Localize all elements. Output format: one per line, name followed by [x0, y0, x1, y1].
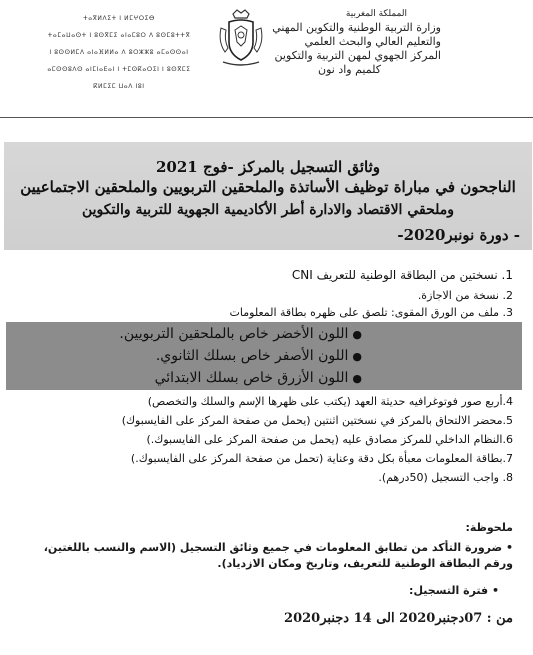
tifinagh-line: ⵏ ⵓⵙⵙⵍⵎⴷ ⴰⵏⴰⴼⵍⵍⴰ ⴷ ⵓⵔⵣⵣⵓ ⴰⵎⴰⵙⵙⴰⵏ [49, 49, 189, 56]
list-item [131, 452, 513, 465]
document-title: وثائق التسجيل بالمركز -فوج 2021 [155, 158, 381, 176]
arabic-line: كلميم واد نون [318, 63, 381, 76]
color-rule-text: اللون الأصفر خاص بسلك الثانوي. [155, 348, 349, 364]
list-item [230, 306, 513, 319]
item-number: 4. [502, 395, 513, 408]
item-text: نسخة من الاجازة. [417, 289, 499, 302]
item-number: 8. [502, 471, 513, 484]
item-number: 5. [502, 414, 513, 427]
tifinagh-line: ⴰⵎⵙⵙⵓⴷⵙ ⴰⵏⵎⵏⴰⴹⴰⵏ ⵏ ⵜⵎⵙⴽⴰⵔⵉⵏ ⵏ ⵓⵙⴳⵎⵉ [47, 66, 191, 73]
title-band [4, 142, 532, 250]
note-body: • ضرورة التأكد من تطابق المعلومات في جميع وثائق التسجيل (الاسم والنسب باللغتين، ورقم البطاقة الوطنية للتعريف، وتاريخ ومكان الازدياد). [43, 541, 513, 570]
bullet-icon: ● [352, 350, 362, 363]
color-rule-text: اللون الأخضر خاص بالملحقين التربويين. [119, 326, 349, 342]
item-text: النظام الداخلي للمركز مصادق عليه (يحمل من صفحة المركز على الفايسبوك.) [146, 433, 503, 446]
item-text: بطاقة المعلومات معبأة بكل دقة وعناية (تحمل من صفحة المركز على الفايسبوك.) [130, 452, 503, 465]
item-number: 3. [502, 306, 513, 319]
item-text: نسختين من البطاقة الوطنية للتعريف CNI [291, 268, 498, 282]
title-line: وملحقي الاقتصاد والادارة أطر الأكاديمية الجهوية للتربية والتكوين [81, 202, 455, 218]
session-label: - دورة نونبر2020- [397, 226, 520, 244]
tifinagh-header [34, 10, 204, 95]
color-rule-green [119, 326, 362, 342]
tifinagh-line: ⵜⴰⵎⴰⵡⴰⵙⵜ ⵏ ⵓⵙⴳⵎⵉ ⴰⵏⴰⵎⵓⵔ ⴷ ⵓⵙⵎⵓⵜⵜⴳ [47, 32, 191, 39]
list-item [378, 471, 513, 484]
item-text: واجب التسجيل (50درهم). [378, 471, 499, 484]
item-number: 2. [502, 289, 513, 302]
note-title: ملحوظة: [465, 521, 513, 534]
list-item [122, 414, 513, 427]
arabic-line: وزارة التربية الوطنية والتكوين المهني [272, 21, 441, 34]
list-item [292, 268, 513, 282]
letterhead [0, 0, 533, 100]
list-item [148, 395, 513, 408]
arabic-line: المركز الجهوي لمهن التربية والتكوين [274, 49, 441, 62]
color-rule-blue [155, 370, 362, 386]
bullet-icon: ● [352, 372, 362, 385]
bullet-icon: ● [352, 328, 362, 341]
color-rule-text: اللون الأزرق خاص بسلك الابتدائي [154, 370, 349, 386]
registration-dates: من : 07دجنبر2020 الى 14 دجنبر2020 [284, 611, 513, 626]
item-text: أربع صور فوتوغرافيه حديثة العهد (يكتب على ظهرها الإسم والسلك والتخصص) [147, 395, 503, 408]
tifinagh-line: ⴽⵍⵎⵉⵎ ⵡⴰⴷ ⵏⵓⵏ [93, 83, 145, 90]
registration-period-label: • فترة التسجيل: [409, 584, 499, 597]
item-number: 1. [501, 268, 513, 282]
folder-color-box [6, 322, 522, 390]
list-item [147, 433, 513, 446]
arabic-line: والتعليم العالي والبحث العلمي [304, 35, 441, 48]
tifinagh-line: ⵜⴰⴳⵍⴷⵉⵜ ⵏ ⵍⵎⵖⵔⵉⴱ [83, 15, 155, 22]
header-divider [0, 117, 533, 118]
arabic-line: المملكة المغربية [345, 9, 407, 19]
item-number: 6. [502, 433, 513, 446]
list-item [418, 289, 513, 302]
arabic-header [251, 7, 441, 77]
item-text: ملف من الورق المقوى: تلصق على ظهره بطاقة المعلومات [229, 306, 499, 319]
color-rule-yellow [156, 348, 362, 364]
title-line: الناجحون في مباراة توظيف الأساتذة والملحقين التربويين والملحقين الاجتماعيين [20, 178, 516, 196]
item-number: 7. [502, 452, 513, 465]
item-text: محضر الالتحاق بالمركز في نسختين اثنتين (يحمل من صفحة المركز على الفايسبوك) [121, 414, 503, 427]
